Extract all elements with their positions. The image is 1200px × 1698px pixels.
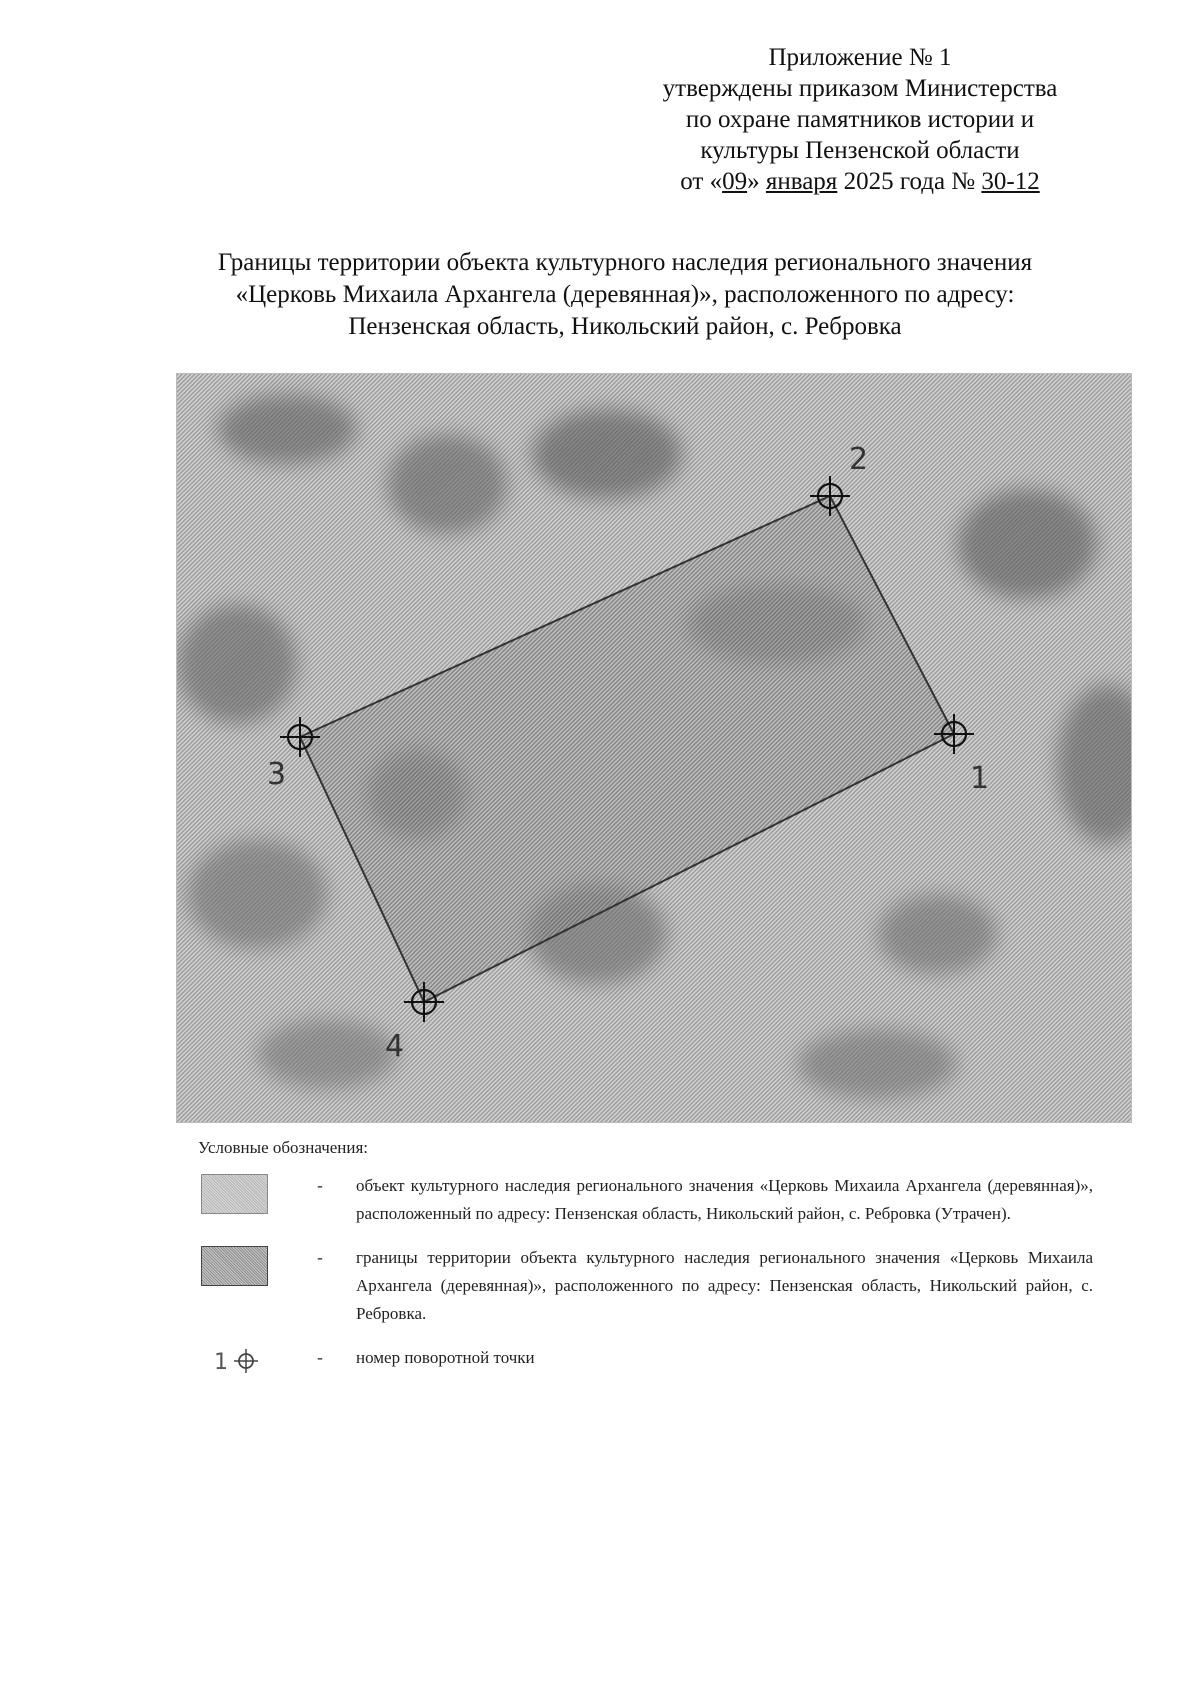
boundary-swatch-icon <box>201 1246 268 1286</box>
date-day: 09 <box>722 168 748 195</box>
appendix-region: культуры Пензенской области <box>700 137 1020 164</box>
date-month: января <box>765 168 838 195</box>
legend-text-object: объект культурного наследия регионального значения «Церковь Михаила Архангела (деревянная)», расположенный по адресу: Пензенская область, Никольский район, с. Ребровка (Утрачен). <box>356 1176 1093 1223</box>
title-line-1: Границы территории объекта культурного наследия регионального значения <box>217 249 1033 276</box>
object-swatch-icon <box>201 1174 268 1214</box>
legend-item-turning-point <box>198 1344 1093 1384</box>
turning-point-label: 1 <box>970 761 990 796</box>
document-title <box>150 247 1100 343</box>
legend-dash: - <box>317 1176 323 1195</box>
appendix-ministry: по охране памятников истории и <box>685 106 1035 133</box>
legend-dash: - <box>317 1348 323 1367</box>
date-prefix: от « <box>680 168 723 195</box>
legend-symbol-turning-point <box>198 1344 270 1384</box>
turning-point-label: 3 <box>267 757 287 792</box>
appendix-number: Приложение № 1 <box>768 44 952 71</box>
legend-dash: - <box>317 1248 323 1267</box>
boundary-map <box>176 373 1132 1123</box>
date-mid: » <box>747 168 766 195</box>
legend-symbol-boundary <box>198 1244 270 1284</box>
turning-point-label: 4 <box>385 1029 405 1064</box>
turning-point-icon <box>212 1344 272 1378</box>
legend-text-turning-point: номер поворотной точки <box>356 1348 535 1367</box>
turning-point-sample-label: 1 <box>214 1350 228 1375</box>
legend-text-boundary: границы территории объекта культурного наследия регионального значения «Церковь Михаила Архангела (деревянная)», расположенного по адресу: Пензенская область, Никольский район, с. Ребровка. <box>356 1248 1093 1323</box>
legend-heading: Условные обозначения: <box>198 1138 369 1157</box>
legend-symbol-object <box>198 1172 270 1212</box>
order-number: 30-12 <box>981 168 1040 195</box>
map-svg <box>177 374 1131 1122</box>
date-year: 2025 года № <box>837 168 982 195</box>
title-line-2: «Церковь Михаила Архангела (деревянная)», расположенного по адресу: <box>235 281 1015 308</box>
appendix-approved: утверждены приказом Министерства <box>662 75 1058 102</box>
legend-item-object <box>198 1172 1093 1228</box>
map-legend <box>198 1138 1093 1400</box>
turning-point-label: 2 <box>849 442 869 477</box>
appendix-date-line <box>640 166 1080 197</box>
title-line-3: Пензенская область, Никольский район, с. Ребровка <box>348 313 902 340</box>
legend-item-boundary <box>198 1244 1093 1328</box>
appendix-header <box>640 42 1080 197</box>
